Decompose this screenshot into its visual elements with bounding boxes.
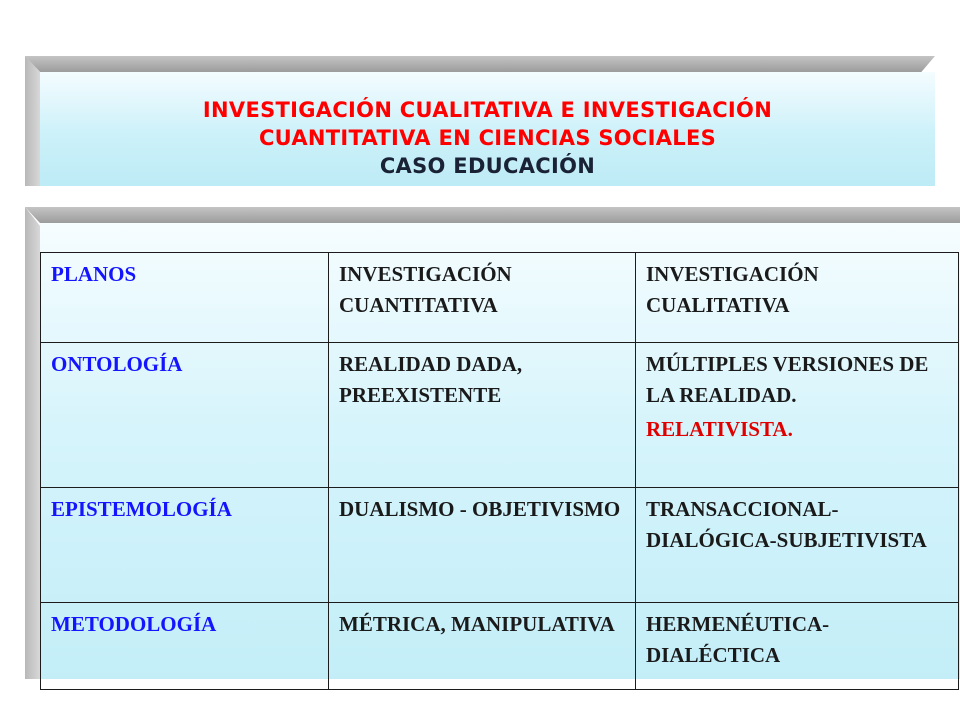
cell-plano-metodologia: METODOLOGÍA: [41, 603, 329, 690]
cell-plano-ontologia: ONTOLOGÍA: [41, 343, 329, 488]
cell-cualitativa-ontologia-relativista: RELATIVISTA.: [646, 417, 793, 441]
title-banner-bevel-left: [25, 56, 40, 186]
table-row-epistemologia: [41, 488, 959, 603]
table-header-row: [41, 253, 959, 343]
title-line-1: INVESTIGACIÓN CUALITATIVA E INVESTIGACIÓN: [202, 98, 773, 122]
cell-cuantitativa-ontologia: REALIDAD DADA, PREEXISTENTE: [329, 343, 636, 488]
header-cuantitativa: INVESTIGACIÓN CUANTITATIVA: [329, 253, 636, 343]
title-banner: [25, 56, 935, 186]
cell-cuantitativa-metodologia: MÉTRICA, MANIPULATIVA: [329, 603, 636, 690]
table-panel-bevel-top: [25, 207, 960, 223]
header-planos: PLANOS: [41, 253, 329, 343]
table-panel-bevel-left: [25, 207, 40, 679]
title-line-2: CUANTITATIVA EN CIENCIAS SOCIALES: [258, 126, 717, 150]
cell-cualitativa-ontologia-text: MÚLTIPLES VERSIONES DE LA REALIDAD.: [646, 352, 929, 407]
cell-plano-epistemologia: EPISTEMOLOGÍA: [41, 488, 329, 603]
subtitle-caso: CASO EDUCACIÓN: [379, 154, 596, 178]
comparison-table: [40, 252, 959, 690]
table-row-ontologia: [41, 343, 959, 488]
title-banner-bevel-top: [25, 56, 935, 72]
cell-cualitativa-ontologia: [636, 343, 959, 488]
cell-cualitativa-metodologia: HERMENÉUTICA-DIALÉCTICA: [636, 603, 959, 690]
table-row-metodologia: [41, 603, 959, 690]
title-banner-face: [40, 72, 935, 186]
header-cualitativa: INVESTIGACIÓN CUALITATIVA: [636, 253, 959, 343]
cell-cualitativa-epistemologia: TRANSACCIONAL-DIALÓGICA-SUBJETIVISTA: [636, 488, 959, 603]
cell-cuantitativa-epistemologia: DUALISMO - OBJETIVISMO: [329, 488, 636, 603]
